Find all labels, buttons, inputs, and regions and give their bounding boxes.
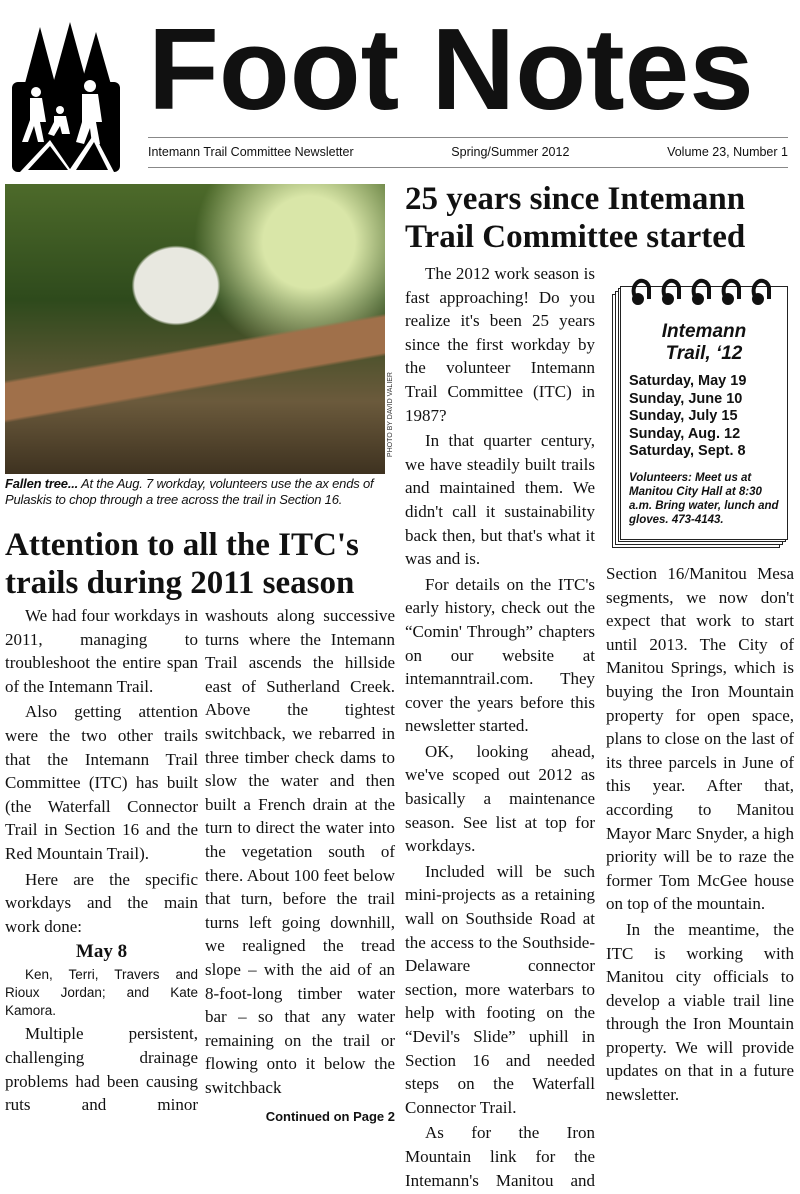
divider: [148, 137, 788, 138]
calendar-title-line: Intemann: [661, 321, 747, 342]
workday-date: Sunday, Aug. 12: [629, 425, 741, 442]
trees-hikers-logo: [10, 22, 122, 174]
calendar-page: [620, 286, 788, 540]
paragraph: washouts along successive turns where the Intemann Trail ascends the hillside east of Sutherland Creek. Above the tightest switchback, we rebarred in three timber check dams to slow the water and then built a French drain at the turn to direct the water into the vegetation south of there. About 100 feet below that turn, before the trail turns left going downhill, we realigned the tread slope – with the aid of an 8-foot-long timber water bar – so that any water remaining on the trail or flowing onto it below the switchback: [205, 606, 395, 1097]
spiral-ring-icon: [631, 269, 653, 305]
spiral-ring-icon: [691, 269, 713, 305]
article1-headline: Attention to all the ITC's trails during 2011 season: [5, 527, 359, 601]
volunteer-names: Ken, Terri, Travers and Rioux Jordan; and Kate Kamora.: [5, 967, 198, 1019]
paragraph: In that quarter century, we have steadily built trails and maintained them. We didn't call it sustainability back then, but that's what it was and is.: [405, 431, 595, 569]
paragraph: We had four workdays in 2011, managing to troubleshoot the entire span of the Intemann Trail.: [5, 606, 198, 696]
spiral-ring-icon: [751, 269, 773, 305]
paragraph: OK, looking ahead, we've scoped out 2012 as basically a maintenance season. See list at top for workdays.: [405, 741, 595, 856]
workday-calendar: [612, 282, 790, 546]
continued-link: Continued on Page 2: [265, 1109, 395, 1125]
article2-column2: [606, 562, 794, 1109]
newsletter-subtitle: Intemann Trail Committee Newsletter: [148, 145, 354, 159]
spiral-ring-icon: [721, 269, 743, 305]
spiral-ring-icon: [661, 269, 683, 305]
calendar-title-line: Trail, ‘12: [665, 343, 743, 364]
paragraph: The 2012 work season is fast approaching! Do you realize it's been 25 years since the first workday by the volunteer Intemann Trail Committee (ITC) in 1987?: [405, 264, 595, 425]
workday-subhead: May 8: [75, 941, 128, 963]
paragraph: Also getting attention were the two other trails that the Intemann Trail Committee (ITC) has built (the Waterfall Connector Trail in Section 16 and the Red Mountain Trail).: [5, 702, 198, 863]
paragraph: In the meantime, the ITC is working with Manitou city officials to develop a viable trail line through the Iron Mountain property. We will provide updates on that in a future newsletter.: [606, 919, 794, 1105]
photo-caption: [5, 476, 397, 508]
paragraph: Section 16/Manitou Mesa segments, we now don't expect that work to start until 2013. The City of Manitou Springs, which is buying the Iron Mountain property for open space, plans to close on the last of its three parcels in June of this year. After that, according to Manitou Mayor Marc Snyder, a high priority will be to raze the former Tom McGee house on top of the mountain.: [606, 564, 794, 914]
article2-column1: [405, 262, 595, 1194]
volume-number: Volume 23, Number 1: [667, 145, 788, 159]
article1-column1: [5, 604, 198, 1119]
workday-date: Sunday, July 15: [629, 408, 738, 424]
masthead-subline: [148, 145, 788, 159]
workday-date: Sunday, June 10: [629, 390, 743, 407]
calendar-dates: [629, 373, 787, 461]
issue-date: Spring/Summer 2012: [451, 145, 570, 159]
calendar-title: [621, 321, 787, 365]
divider: [148, 167, 788, 168]
paragraph: Here are the specific workdays and the main work done:: [5, 869, 198, 936]
fallen-tree-photo: [5, 184, 385, 474]
article2-headline: 25 years since Intemann Trail Committee started: [405, 181, 746, 255]
workday-date: Saturday, May 19: [629, 373, 747, 389]
caption-lead: Fallen tree...: [5, 476, 79, 491]
paragraph: For details on the ITC's early history, check out the “Comin' Through” chapters on our website at intemanntrail.com. They cover the years before this newsletter started.: [405, 574, 595, 736]
masthead-title: Foot Notes: [148, 4, 754, 134]
paragraph: Multiple persistent, challenging drainage problems had been causing ruts and minor: [5, 1024, 198, 1115]
workday-date: Saturday, Sept. 8: [629, 443, 746, 459]
caption-text: At the Aug. 7 workday, volunteers use the ax ends of Pulaskis to chop through a tree across the trail in Section 16.: [5, 476, 374, 507]
paragraph: As for the Iron Mountain link for the Intemann's Manitou and: [405, 1123, 595, 1190]
article1-column2: [205, 604, 395, 1125]
paragraph: Included will be such mini-projects as a retaining wall on Southside Road at the access to the Southside-Delaware connector section, more waterbars to help with footing on the “Devil's Slide” uphill in Section 16 and needed steps on the Waterfall Connector Trail.: [405, 861, 595, 1117]
volunteer-note: Volunteers: Meet us at Manitou City Hall at 8:30 a.m. Bring water, lunch and gloves. 473-4143.: [629, 471, 779, 526]
photo-credit: PHOTO BY DAVID VALIER: [387, 372, 394, 458]
